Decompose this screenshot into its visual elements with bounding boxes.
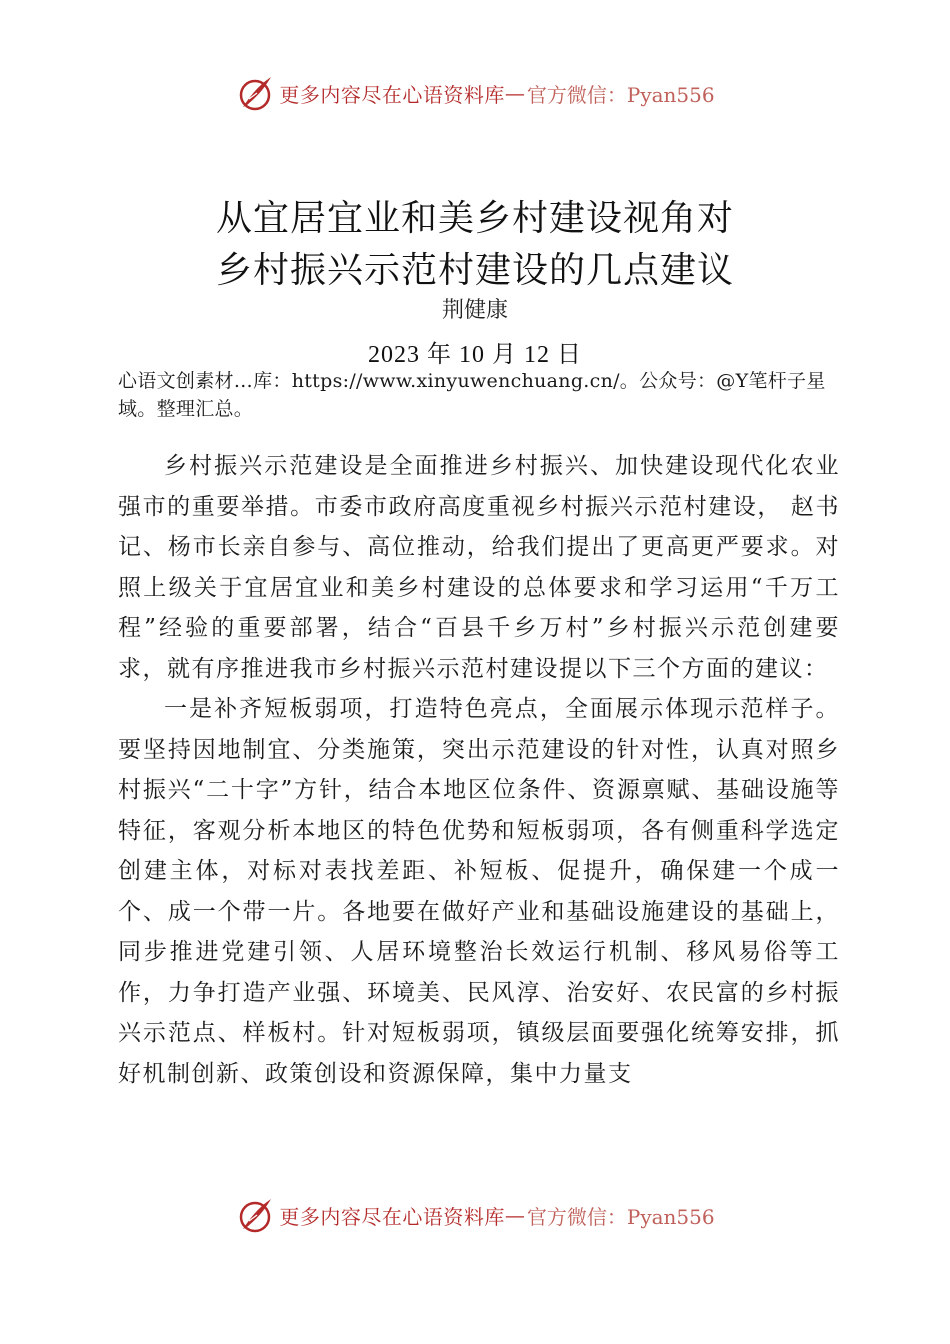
banner-separator: — bbox=[504, 81, 525, 105]
footer-banner bbox=[0, 1190, 950, 1240]
banner-separator: — bbox=[504, 1203, 525, 1227]
paragraph-intro: 乡村振兴示范建设是全面推进乡村振兴、加快建设现代化农业强市的重要举措。市委市政府高度重视乡村振兴示范村建设， 赵书记、杨市长亲自参与、高位推动，给我们提出了更高更严要求。对照上级关于宜居宜业和美乡村建设的总体要求和学习运用“千万工程”经验的重要部署，结合“百县千乡万村”乡村振兴示范创建要求，就有序推进我市乡村振兴示范村建设提以下三个方面的建议： bbox=[118, 453, 840, 682]
banner-wechat: 官方微信：Pyan556 bbox=[526, 82, 715, 107]
document-title-line2: 乡村振兴示范村建设的几点建议 bbox=[215, 250, 734, 291]
banner-main-text: 更多内容尽在心语资料库 bbox=[279, 82, 505, 107]
document-title-line1: 从宜居宜业和美乡村建设视角对 bbox=[215, 198, 734, 239]
header-banner bbox=[0, 68, 950, 118]
document-body bbox=[118, 446, 840, 1094]
author-name: 荆健康 bbox=[441, 298, 508, 323]
banner-wechat: 官方微信：Pyan556 bbox=[526, 1204, 715, 1229]
feather-quill-icon bbox=[235, 1195, 275, 1235]
paragraph-point-one: 一是补齐短板弱项，打造特色亮点，全面展示体现示范样子。要坚持因地制宜、分类施策，突出示范建设的针对性，认真对照乡村振兴“二十字”方针，结合本地区位条件、资源禀赋、基础设施等特征，客观分析本地区的特色优势和短板弱项，各有侧重科学选定创建主体，对标对表找差距、补短板、促提升，确保建一个成一个、成一个带一片。各地要在做好产业和基础设施建设的基础上，同步推进党建引领、人居环境整治长效运行机制、移风易俗等工作，力争打造产业强、环境美、民风淳、治安好、农民富的乡村振兴示范点、样板村。针对短板弱项，镇级层面要强化统筹安排，抓好机制创新、政策创设和资源保障，集中力量支 bbox=[118, 696, 840, 1087]
banner-main-text: 更多内容尽在心语资料库 bbox=[279, 1204, 505, 1229]
source-note: 心语文创素材…库：https://www.xinyuwenchuang.cn/。公众号：@Y笔杆子星域。整理汇总。 bbox=[118, 370, 826, 420]
feather-quill-icon bbox=[235, 73, 275, 113]
document-date: 2023 年 10 月 12 日 bbox=[368, 342, 582, 368]
